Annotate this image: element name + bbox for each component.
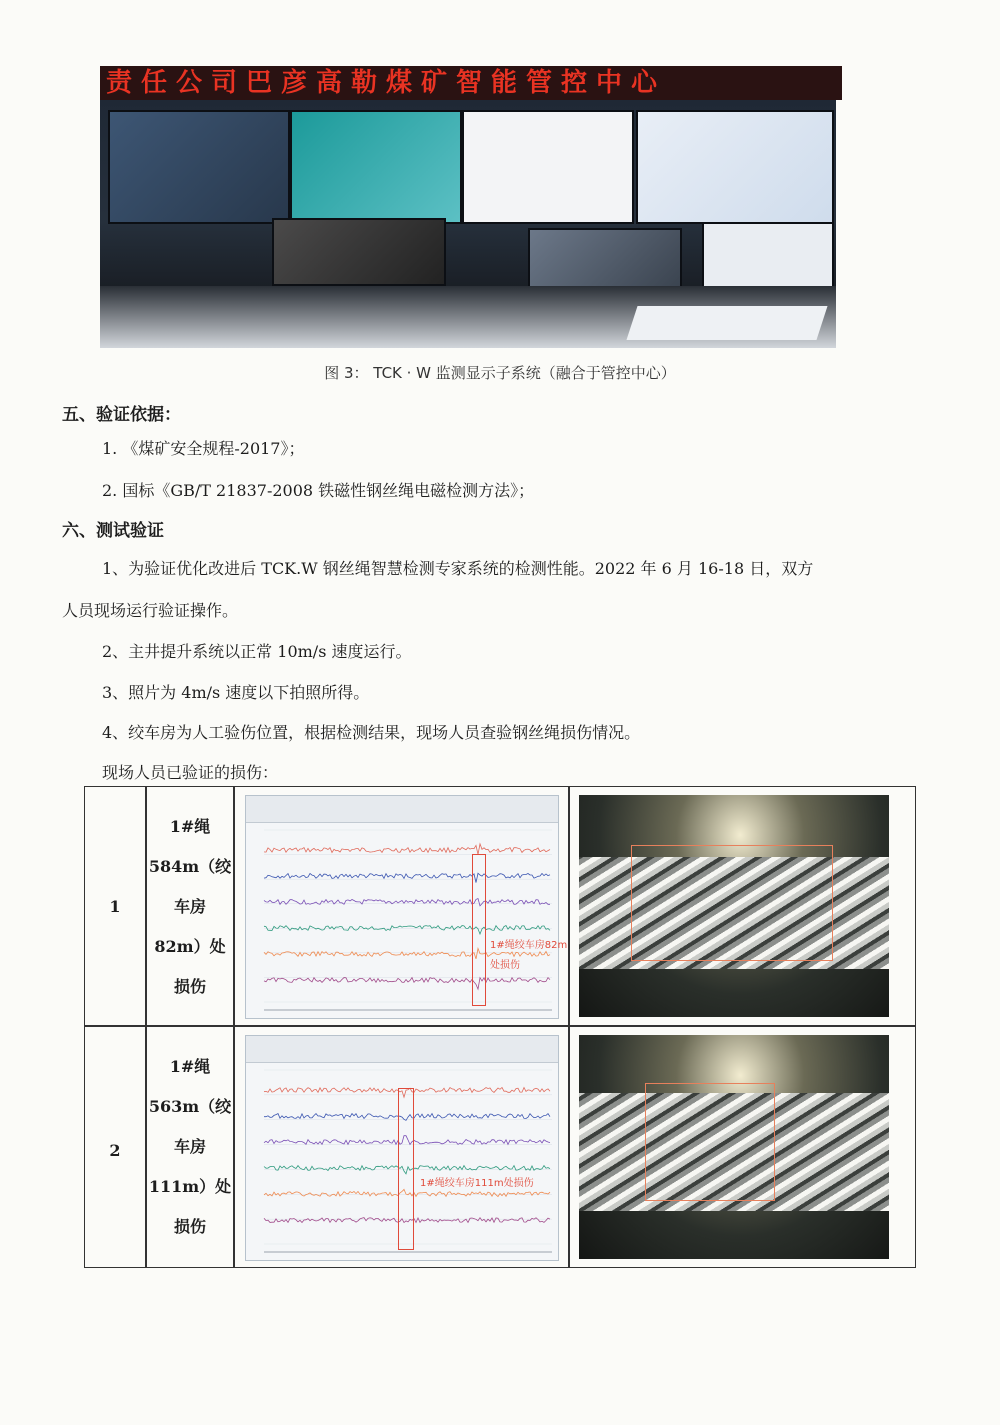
section6-para3: 3、照片为 4m/s 速度以下拍照所得。 [102, 683, 370, 702]
monitor-screen [528, 228, 682, 288]
figure-caption: 图 3： TCK · W 监测显示子系统（融合于管控中心） [324, 364, 676, 382]
signal-trace [264, 844, 550, 855]
monitor-screen [462, 110, 634, 224]
monitor-screen [636, 110, 834, 224]
monitor-screen [108, 110, 290, 224]
chart-toolbar [246, 796, 558, 823]
marker-label: 1#绳绞车房111m处损伤 [420, 1178, 534, 1189]
row2-signal-chart [245, 1035, 559, 1261]
photo-banner-text: 责任公司巴彦高勒煤矿智能管控中心 [100, 66, 842, 100]
table-row-divider [85, 1025, 915, 1027]
row1-rope-photo [579, 795, 889, 1017]
signal-trace [264, 899, 550, 906]
desc-line: 1#绳 [169, 1057, 211, 1076]
row1-description [145, 807, 235, 1007]
damage-marker [398, 1088, 414, 1250]
desc-line: 584m（绞 [148, 857, 232, 876]
desc-line: 563m（绞 [148, 1097, 232, 1116]
section6-para4: 4、绞车房为人工验伤位置，根据检测结果，现场人员查验钢丝绳损伤情况。 [102, 723, 641, 742]
marker-label: 1#绳绞车房82m [490, 940, 568, 951]
signal-plot [246, 822, 558, 1018]
section6-para1-line1: 1、为验证优化改进后 TCK.W 钢丝绳智慧检测专家系统的检测性能。2022 年 6 月 16-18 日，双方 [102, 559, 814, 578]
damage-marker [472, 854, 486, 1006]
row2-number: 2 [109, 1141, 121, 1160]
section5-item-1: 1. 《煤矿安全规程-2017》； [102, 439, 305, 458]
desk-paper [626, 306, 827, 340]
desc-line: 损伤 [173, 977, 206, 996]
row2-description [145, 1047, 235, 1247]
section5-item-2: 2. 国标《GB/T 21837-2008 铁磁性钢丝绳电磁检测方法》； [102, 481, 535, 500]
monitor-screen [702, 222, 834, 296]
desc-line: 车房 [173, 1137, 206, 1156]
signal-trace [264, 978, 550, 990]
section5-heading: 五、验证依据： [62, 405, 181, 425]
damage-frame [645, 1083, 775, 1201]
row2-rope-photo [579, 1035, 889, 1259]
desc-line: 82m）处 [154, 937, 226, 956]
row1-number: 1 [109, 897, 121, 916]
table-intro: 现场人员已验证的损伤： [102, 763, 279, 782]
table-column-divider [568, 787, 570, 1267]
monitor-screen [290, 110, 462, 224]
marker-label: 处损伤 [490, 960, 520, 971]
desc-line: 车房 [173, 897, 206, 916]
control-center-photo [100, 66, 836, 348]
row1-signal-chart [245, 795, 568, 1019]
desc-line: 1#绳 [169, 817, 211, 836]
signal-trace [264, 873, 550, 882]
signal-trace [264, 926, 550, 935]
section6-para2: 2、主井提升系统以正常 10m/s 速度运行。 [102, 642, 412, 661]
chart-toolbar [246, 1036, 558, 1063]
damage-table [84, 786, 916, 1268]
desc-line: 111m）处 [148, 1177, 232, 1196]
section6-heading: 六、测试验证 [62, 521, 164, 541]
damage-frame [631, 845, 833, 961]
monitor-screen [272, 218, 446, 286]
desc-line: 损伤 [173, 1217, 206, 1236]
section6-para1-line2: 人员现场运行验证操作。 [62, 601, 239, 620]
